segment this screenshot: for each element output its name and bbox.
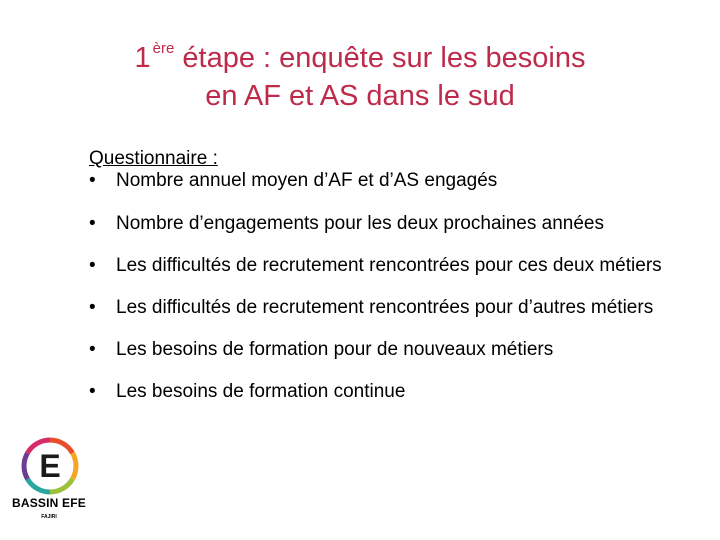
list-item: • Nombre d’engagements pour les deux prochaines années [89, 213, 604, 234]
bullet-icon: • [89, 170, 96, 191]
slide-title [60, 30, 660, 115]
title-superscript: ère [152, 40, 175, 57]
bassin-efe-logo [10, 432, 90, 524]
logo-letter: E [39, 448, 61, 484]
title-line-1: 1 $^{ère}$ étape : enquête sur les besoins [134, 40, 586, 74]
questionnaire-heading: Questionnaire : [89, 148, 218, 169]
logo-name: BASSIN EFE [11, 496, 86, 510]
list-item: • Les difficultés de recrutement rencontrées pour d’autres métiers [89, 297, 654, 318]
bullet-icon: • [89, 297, 96, 318]
list-item: • Les besoins de formation pour de nouveaux métiers [89, 339, 554, 360]
questionnaire-list [89, 170, 699, 403]
list-item: • Nombre annuel moyen d’AF et d’AS engagés [89, 170, 498, 191]
logo-ring-icon [10, 432, 90, 498]
logo-small-text: FAJIRI [41, 514, 57, 520]
slide-body [89, 148, 699, 423]
bullet-icon: • [89, 339, 96, 360]
title-line-2: en AF et AS dans le sud [205, 80, 515, 112]
bullet-icon: • [89, 255, 96, 276]
bullet-icon: • [89, 381, 96, 402]
bullet-icon: • [89, 213, 96, 234]
list-item: • Les difficultés de recrutement rencontrées pour ces deux métiers [89, 255, 662, 276]
list-item: • Les besoins de formation continue [89, 381, 406, 402]
